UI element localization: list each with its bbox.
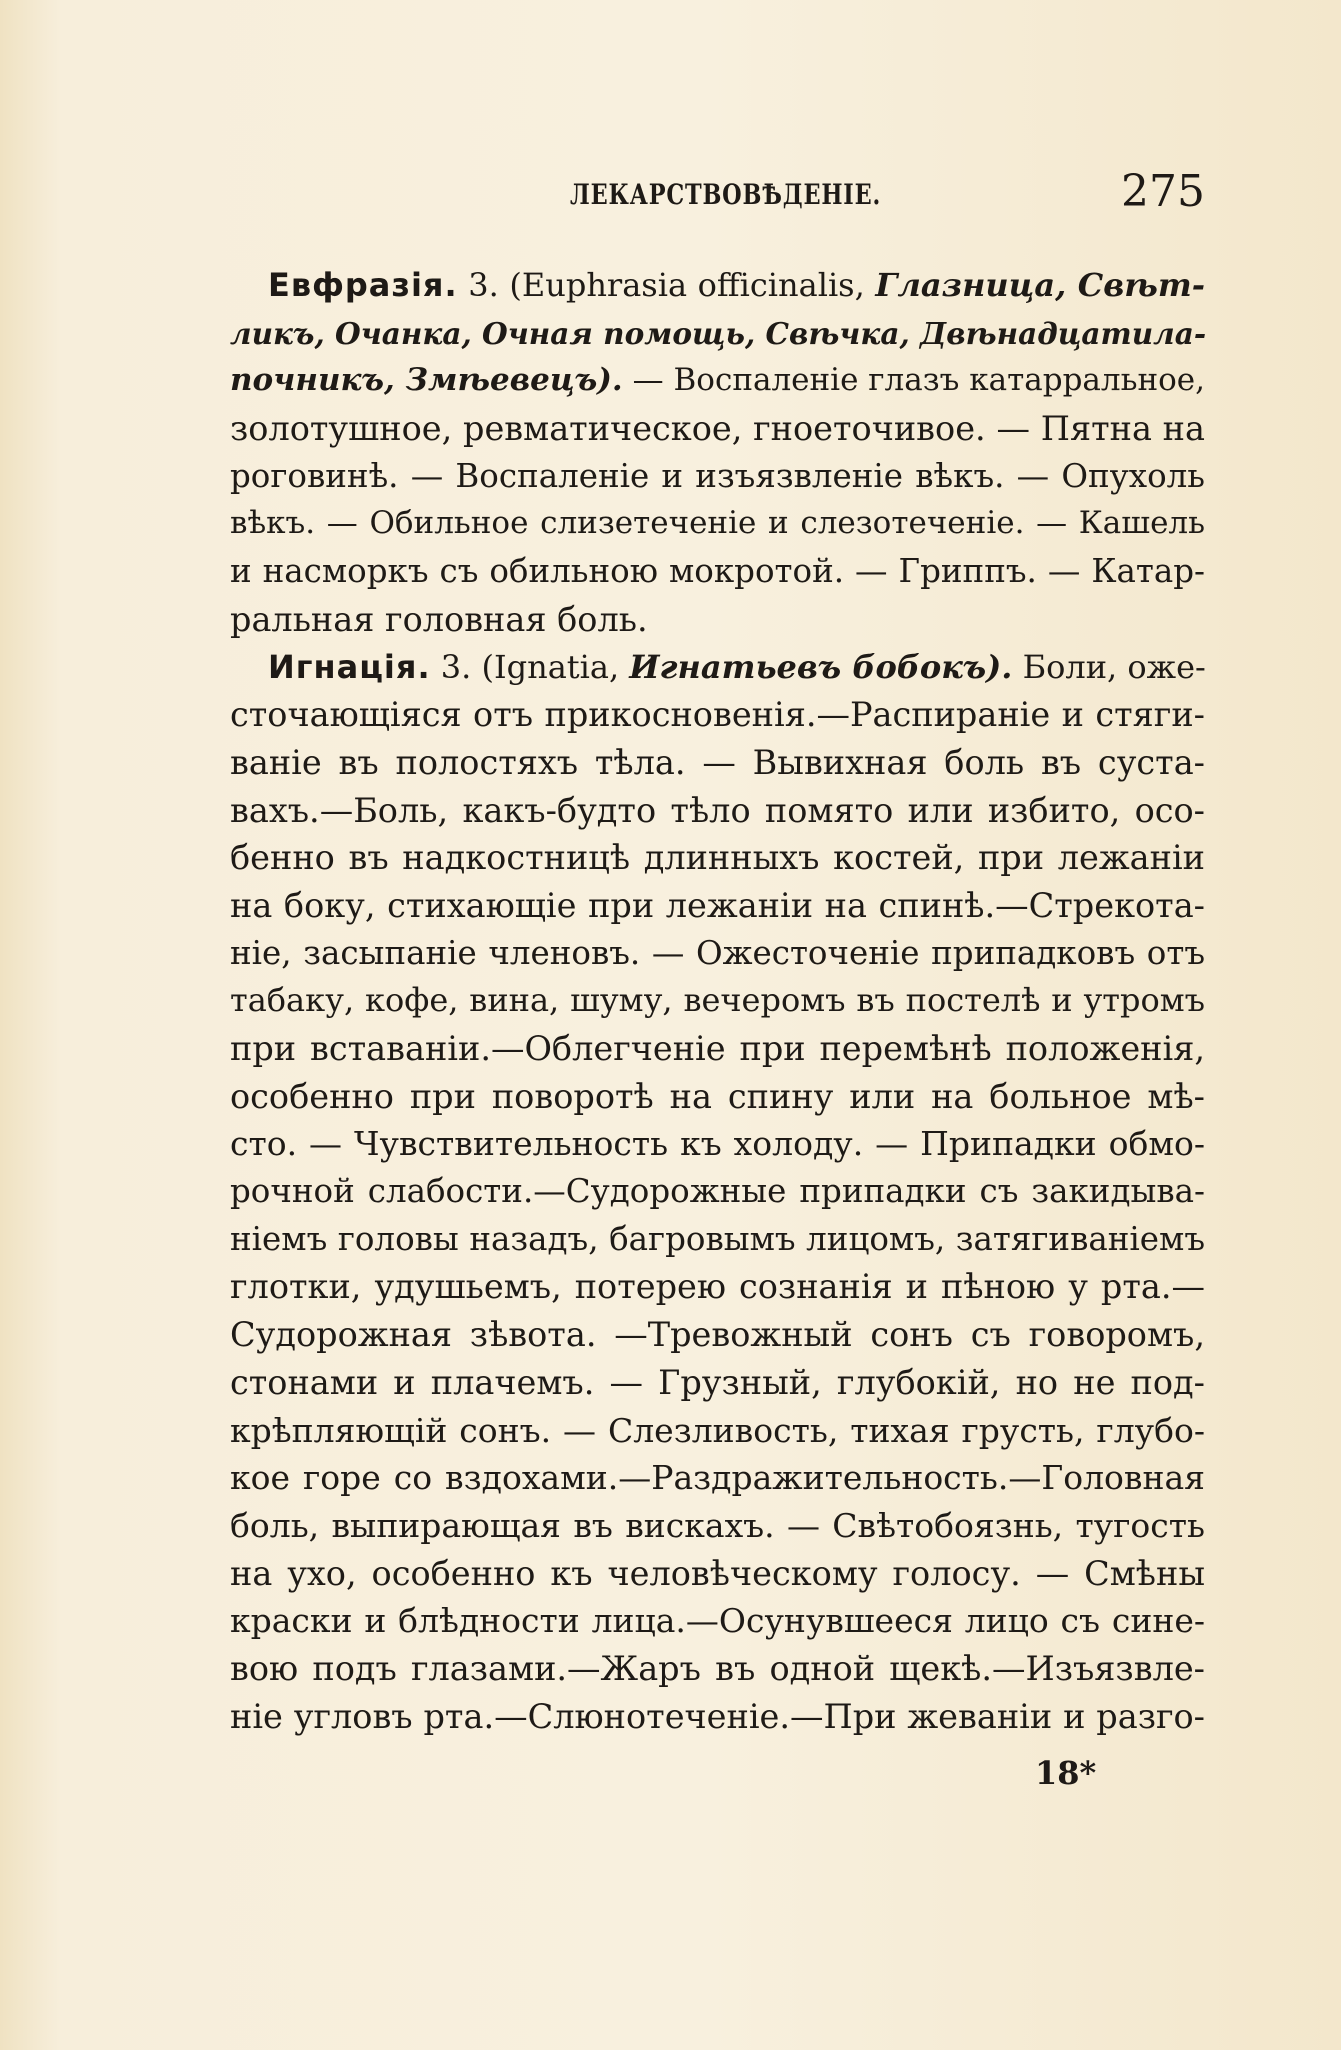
text-line: особенно при поворотѣ на спину или на больное мѣ-: [230, 1076, 1205, 1116]
text-line: крѣпляющій сонъ. — Слезливость, тихая грусть, глубо-: [230, 1410, 1205, 1450]
text-line: ніе, засыпаніе членовъ. — Ожесточеніе припадковъ отъ: [230, 933, 1205, 972]
entry-mark: 3.: [468, 266, 499, 304]
text-line: кое горе со вздохами.—Раздражительность.—Головная: [230, 1458, 1205, 1498]
entry-mark: 3.: [440, 647, 472, 686]
entry-title: Евфразія.: [268, 266, 458, 304]
text-line: ликъ, Очанка, Очная помощь, Свѣчка, Двѣнадцатила-: [230, 315, 1207, 351]
text-line: ніе угловъ рта.—Слюнотеченіе.—При жеваніи и разго-: [230, 1696, 1205, 1736]
text-line: вахъ.—Боль, какъ-будто тѣло помято или избито, осо-: [230, 790, 1205, 830]
text-line: ваніе въ полостяхъ тѣла. — Вывихная боль въ суста-: [230, 742, 1205, 782]
signature-mark: 18*: [1035, 1754, 1097, 1792]
text-line: роговинѣ. — Воспаленіе и изъязвленіе вѣкъ. — Опухоль: [230, 456, 1205, 495]
text-line: Судорожная зѣвота. —Тревожный сонъ съ говоромъ,: [230, 1315, 1205, 1355]
text-line: краски и блѣдности лица.—Осунувшееся лицо съ сине-: [230, 1601, 1205, 1641]
text-line: ніемъ головы назадъ, багровымъ лицомъ, затягиваніемъ: [230, 1219, 1205, 1258]
text-line: на ухо, особенно къ человѣческому голосу. — Смѣны: [230, 1553, 1205, 1593]
entry-title: Игнація.: [268, 647, 431, 686]
open-paren: (: [509, 266, 522, 304]
latin-name: Ignatia,: [493, 647, 620, 686]
text-line: золотушное, ревматическое, гноеточивое. — Пятна на: [230, 409, 1205, 449]
line-text: Боли, оже-: [1022, 647, 1206, 686]
text-line: сто. — Чувствительность къ холоду. — Припадки обмо-: [230, 1124, 1205, 1164]
text-line: вою подъ глазами.—Жаръ въ одной щекѣ.—Изъязвле-: [230, 1648, 1205, 1688]
vernacular-names: почникъ, Змѣевецъ).: [230, 362, 623, 399]
text-line: бенно въ надкостницѣ длинныхъ костей, при лежаніи: [230, 838, 1205, 878]
text-line: при вставаніи.—Облегченіе при перемѣнѣ положенія,: [230, 1029, 1205, 1068]
open-paren: (: [481, 647, 494, 686]
text-line: табаку, кофе, вина, шуму, вечеромъ въ постелѣ и утромъ: [230, 981, 1205, 1020]
text-line: и насморкъ съ обильною мокротой. — Гриппъ. — Катар-: [230, 552, 1205, 591]
vernacular-names: Игнатьевъ бобокъ).: [629, 647, 1013, 686]
text-line: [230, 644, 1205, 692]
body-text: [230, 262, 1205, 1740]
text-line: боль, выпирающая въ вискахъ. — Свѣтобоязнь, тугость: [230, 1505, 1205, 1545]
text-line: сточающіяся отъ прикосновенія.—Распираніе и стяги-: [230, 695, 1205, 735]
text-line: [230, 357, 1205, 405]
text-line: ральная головная боль.: [230, 599, 648, 639]
text-line: стонами и плачемъ. — Грузный, глубокій, но не под-: [230, 1362, 1205, 1402]
latin-name: Euphrasia officinalis,: [521, 266, 865, 304]
text-line: на боку, стихающіе при лежаніи на спинѣ.—Стрекота-: [230, 885, 1205, 925]
page-header: [230, 166, 1205, 220]
text-line: [230, 262, 1205, 310]
text-line: глотки, удушьемъ, потерею сознанія и пѣною у рта.—: [230, 1267, 1205, 1307]
running-head: ЛЕКАРСТВОВѢДЕНІЕ.: [570, 178, 882, 211]
vernacular-names: Глазница, Свѣт-: [875, 266, 1206, 304]
line-text: — Воспаленіе глазъ катарральное,: [632, 362, 1205, 399]
text-line: рочной слабости.—Судорожные припадки съ закидыва-: [230, 1172, 1205, 1211]
text-line: вѣкъ. — Обильное слизетеченіе и слезотеченіе. — Кашель: [230, 505, 1205, 542]
page-number: 275: [1121, 166, 1205, 217]
